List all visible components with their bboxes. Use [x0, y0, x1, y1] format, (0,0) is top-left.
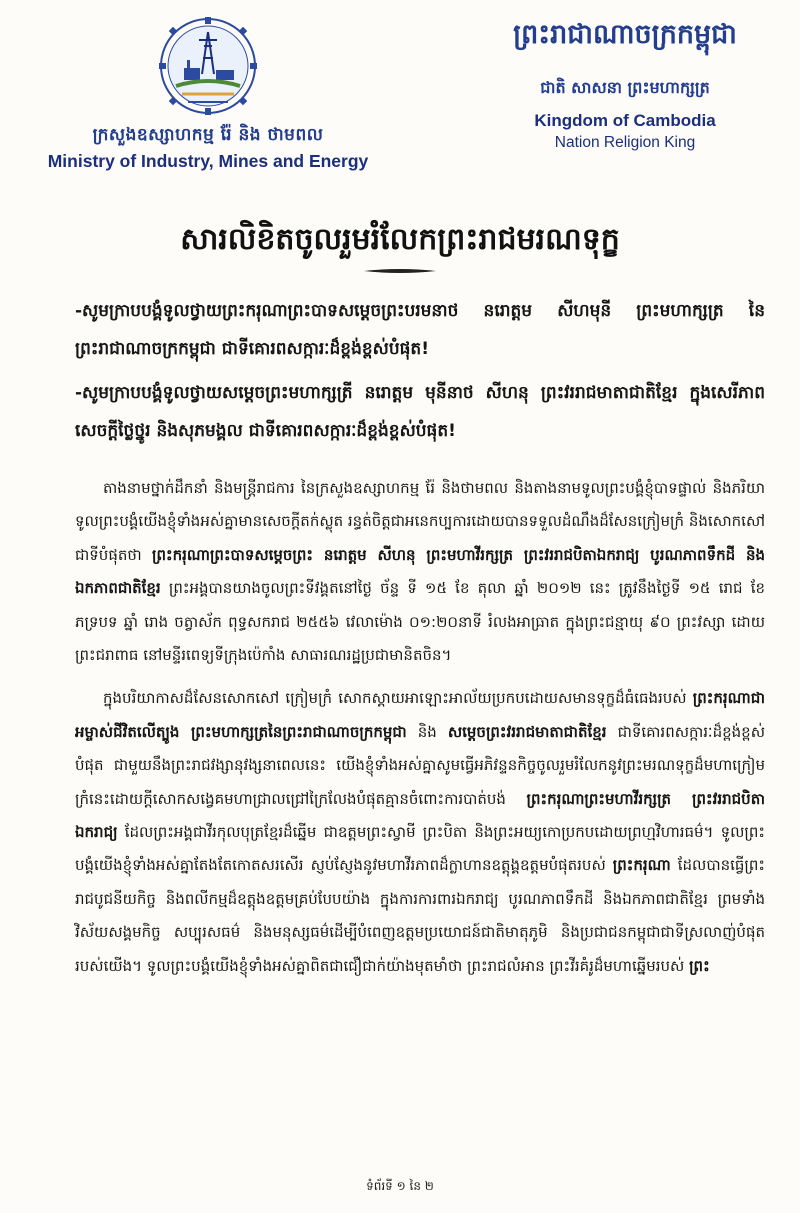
paragraph-text: ដែលព្រះអង្គជាវីរកុលបុត្រខ្មែរដ៏ឆ្នើម ជាឧត្តមព្រះស្វាមី ព្រះបិតា និងព្រះអយ្យកោប្រកបដោយព្រហ្មវិហារធម៌។ ទូលព្រះបង្គំយើងខ្ញុំទាំងអស់គ្នាតែងតែកោតសរសើរ ស្ញប់ស្ញែងនូវមហាវីរភាពដ៏ក្លាហានឧត្តុង្គឧត្តមបំផុតរបស់ — [75, 823, 765, 875]
ministry-name-english: Ministry of Industry, Mines and Energy — [47, 151, 369, 171]
national-motto-khmer: ជាតិ សាសនា ព្រះមហាក្សត្រ — [540, 78, 710, 97]
paragraph-emphasis: ព្រះ — [689, 956, 710, 975]
paragraph-text: ដែលបានធ្វើព្រះរាជបូជនីយកិច្ច និងពលីកម្មដ៏ឧត្តុងឧត្តមគ្រប់បែបយ៉ាង ក្នុងការការពារឯករាជ្យ បូរណភាពទឹកដី និងឯកភាពជាតិខ្មែរ ព្រមទាំងវិស័យសង្គមកិច្ច សប្បុរសធម៌ និងមនុស្សធម៌ដើម្បីបំពេញឧត្តមប្រយោជន៍ជាតិមាតុភូមិ និងប្រជាជនកម្ពុជាជាទីស្រលាញ់បំផុតរបស់យើង។ ទូលព្រះបង្គំយើងខ្ញុំទាំងអស់គ្នាពិតជាជឿជាក់យ៉ាងមុតមាំថា ព្រះរាជលំអាន ព្រះវីរគំរូដ៏មហាឆ្នើមរបស់ — [75, 856, 765, 975]
paragraph-text: តាងនាមថ្នាក់ដឹកនាំ និងមន្ត្រីរាជការ នៃក្រសួងឧស្សាហកម្ម រ៉ែ និងថាមពល និងតាងនាមទូលព្រះបង្គំខ្ញុំបាទផ្ទាល់ និងភរិយា ទូលព្រះបង្គំយើងខ្ញុំទាំងអស់គ្នាមានសេចក្តីតក់ស្លុត រន្ធត់ចិត្តជាអនេកប្បការដោយបានទទួលដំណឹងដ៏សែនក្រៀមក្រំ និងសោកសៅជាទីបំផុតថា — [75, 479, 765, 564]
paragraph-text: និង — [406, 722, 448, 741]
paragraph-condolence-tribute — [75, 682, 765, 983]
ministry-header — [18, 16, 398, 172]
national-motto-english: Nation Religion King — [554, 134, 696, 151]
paragraph-emphasis: ព្រះករុណា — [612, 856, 671, 875]
paragraph-emphasis: ព្រះករុណាជាអម្ចាស់ជីវិតលើត្បូង ព្រះមហាក្សត្រនៃព្រះរាជាណាចក្រកម្ពុជា — [75, 689, 765, 741]
salutation-queen-mother: -សូមក្រាបបង្គំទូលថ្វាយសម្តេចព្រះមហាក្សត្រី នរោត្តម មុនីនាថ សីហនុ ព្រះវររាជមាតាជាតិខ្មែរ ក្នុងសេរីភាព សេចក្តីថ្លៃថ្នូរ និងសុភមង្គល ជាទីគោរពសក្ការៈដ៏ខ្ពង់ខ្ពស់បំផុត! — [75, 383, 765, 441]
letter-body — [75, 292, 765, 983]
paragraph-emphasis: ព្រះករុណាព្រះបាទសម្តេចព្រះ នរោត្តម សីហនុ ព្រះមហាវីរក្សត្រ ព្រះវររាជបិតាឯករាជ្យ បូរណភាពទឹកដី និងឯកភាពជាតិខ្មែរ — [75, 545, 765, 598]
kingdom-header — [470, 18, 780, 152]
ministry-logo-icon — [158, 16, 258, 118]
paragraph-text: ព្រះអង្គបានយាងចូលព្រះទីវង្គតនៅថ្ងៃ ច័ន្ទ ទី ១៥ ខែ តុលា ឆ្នាំ ២០១២ នេះ ត្រូវនឹងថ្ងៃទី ១៥ រោជ ខែ ភទ្របទ ឆ្នាំ រោង ចត្វាស័ក ពុទ្ធសករាជ ២៥៥៦ វេលាម៉ោង ០១:២០នាទី រំលងអាធ្រាត ក្នុងព្រះជន្មាយុ ៩០ ព្រះវស្សា ដោយព្រះជរាពាធ នៅមន្ទីរពេទ្យទីក្រុងប៉េកាំង សាធារណរដ្ឋប្រជាមានិតចិន។ — [75, 579, 765, 665]
kingdom-name-english: Kingdom of Cambodia — [534, 111, 716, 130]
title-ornament-icon — [362, 266, 438, 276]
paragraph-text: ជាទីគោរពសក្ការៈដ៏ខ្ពង់ខ្ពស់បំផុត ជាមួយនឹងព្រះរាជវង្សានុវង្សនាពេលនេះ យើងខ្ញុំទាំងអស់គ្នាសូមធ្វើអភិវន្ទនកិច្ចចូលរួមរំលែកនូវព្រះមរណទុក្ខដ៏មហាក្រៀមក្រំនេះដោយក្តីសោកសង្វេគមហាជ្រាលជ្រៅក្រៃលែងបំផុតគ្មានចំពោះការបាត់បង់ — [75, 722, 765, 808]
paragraph-emphasis: សម្តេចព្រះវររាជមាតាជាតិខ្មែរ — [447, 722, 607, 741]
paragraph-text: ក្នុងបរិយាកាសដ៏សែនសោកសៅ ក្រៀមក្រំ សោកស្តាយអាឡោះអាល័យប្រកបដោយសមានទុក្ខដ៏ធំធេងរបស់ — [103, 689, 693, 708]
paragraph-condolence-announcement — [75, 472, 765, 672]
page-number: ទំព័រទី ១ នៃ ២ — [366, 1179, 434, 1193]
paragraph-emphasis: ព្រះករុណាព្រះមហាវីរក្សត្រ ព្រះវររាជបិតាឯករាជ្យ — [75, 789, 765, 842]
salutation-king: -សូមក្រាបបង្គំទូលថ្វាយព្រះករុណាព្រះបាទសម្តេចព្រះបរមនាថ នរោត្តម សីហមុនី ព្រះមហាក្សត្រ នៃព្រះរាជាណាចក្រកម្ពុជា ជាទីគោរពសក្ការៈដ៏ខ្ពង់ខ្ពស់បំផុត! — [75, 301, 765, 359]
ministry-name-khmer: ក្រសួងឧស្សាហកម្ម រ៉ែ និង ថាមពល — [92, 125, 324, 145]
letter-title: សារលិខិតចូលរួមរំលែកព្រះរាជមរណទុក្ខ — [180, 222, 620, 257]
kingdom-name-khmer: ព្រះរាជាណាចក្រកម្ពុជា — [513, 19, 737, 50]
